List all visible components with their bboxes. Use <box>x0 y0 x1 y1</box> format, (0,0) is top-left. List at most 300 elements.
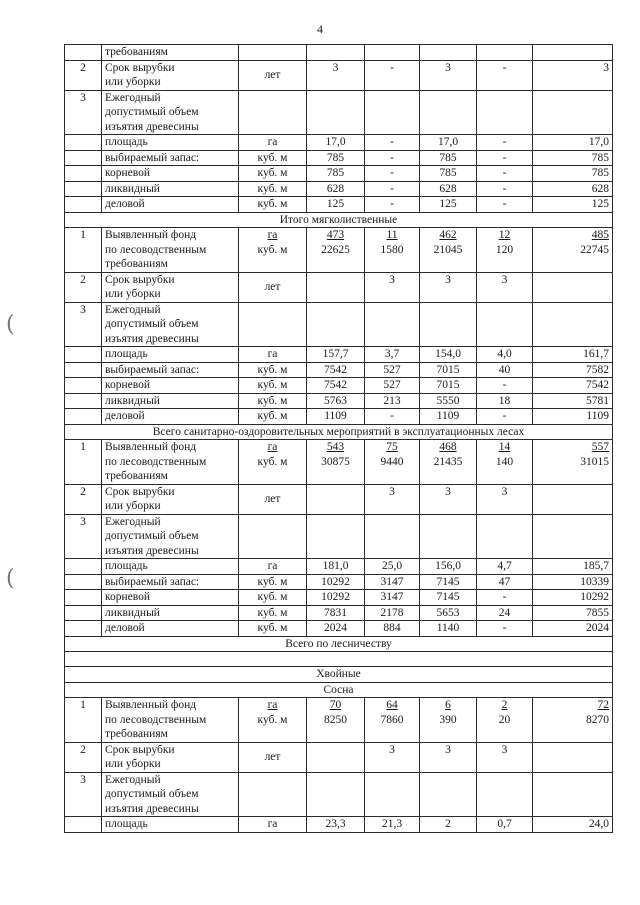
row-number: 2 <box>65 484 102 514</box>
value-line: 3 <box>501 273 508 286</box>
table-row <box>65 484 613 514</box>
value-cell <box>420 393 477 409</box>
value-cell <box>420 409 477 425</box>
value-cell <box>307 45 365 61</box>
section-header: Сосна <box>65 682 613 698</box>
value-line: 628 <box>439 182 457 195</box>
row-number <box>65 621 102 637</box>
unit-cell <box>239 228 307 273</box>
row-number <box>65 393 102 409</box>
unit-line: лет <box>264 68 281 81</box>
label-line: изъятия древесины <box>105 802 199 815</box>
value-cell <box>307 574 365 590</box>
table-row <box>65 772 613 817</box>
value-cell <box>307 817 365 833</box>
value-cell <box>365 742 420 772</box>
value-cell <box>477 197 533 213</box>
value-line: 22745 <box>580 243 609 256</box>
value-line: 7145 <box>436 591 460 603</box>
row-number: 1 <box>65 698 102 743</box>
value-cell <box>533 362 613 378</box>
value-cell <box>420 378 477 394</box>
value-line: 17,0 <box>325 136 346 148</box>
indicator-label <box>102 514 239 559</box>
value-line: 70 <box>329 699 342 711</box>
unit-cell <box>239 393 307 409</box>
indicator-label <box>102 817 239 833</box>
value-line: 2 <box>501 699 508 711</box>
unit-line: га <box>267 560 278 572</box>
value-cell <box>365 228 420 273</box>
value-line: 5653 <box>436 606 460 619</box>
value-line: 5781 <box>586 394 609 407</box>
table-row <box>65 440 613 485</box>
unit-cell <box>239 514 307 559</box>
value-cell <box>420 272 477 302</box>
value-cell <box>477 772 533 817</box>
unit-line: куб. м <box>257 363 288 376</box>
indicator-label <box>102 302 239 347</box>
value-cell <box>420 135 477 151</box>
value-line: 9440 <box>380 455 404 468</box>
unit-cell <box>239 60 307 90</box>
unit-line: куб. м <box>257 198 288 210</box>
value-line: 181,0 <box>322 560 349 572</box>
value-line: 7542 <box>586 379 609 391</box>
value-line: 485 <box>591 229 609 241</box>
value-line: 25,0 <box>381 560 403 572</box>
value-cell <box>477 135 533 151</box>
table-row <box>65 228 613 273</box>
value-cell <box>477 166 533 182</box>
value-cell <box>307 362 365 378</box>
value-line: 7542 <box>324 379 347 391</box>
value-cell <box>477 574 533 590</box>
unit-line: куб. м <box>257 151 288 164</box>
value-cell <box>420 60 477 90</box>
value-cell <box>477 590 533 606</box>
label-line: площадь <box>105 136 148 148</box>
value-cell <box>477 514 533 559</box>
value-line: 120 <box>495 243 514 256</box>
value-line: 30875 <box>321 455 350 468</box>
value-line: - <box>502 591 507 603</box>
value-line: 3147 <box>380 575 404 588</box>
value-line: 7582 <box>586 363 609 376</box>
table-row <box>65 605 613 621</box>
table-row <box>65 362 613 378</box>
row-number: 1 <box>65 440 102 485</box>
value-cell <box>307 181 365 197</box>
value-line: 21,3 <box>381 818 403 830</box>
value-line: 23,3 <box>325 818 346 830</box>
row-number <box>65 181 102 197</box>
indicator-label <box>102 772 239 817</box>
value-cell <box>533 514 613 559</box>
value-line: 125 <box>439 198 457 210</box>
value-cell <box>365 197 420 213</box>
value-cell <box>365 45 420 61</box>
value-cell <box>307 272 365 302</box>
label-line: изъятия древесины <box>105 120 199 133</box>
value-line: - <box>390 182 394 195</box>
value-cell <box>307 393 365 409</box>
section-header-row <box>65 682 613 698</box>
value-cell <box>307 228 365 273</box>
value-cell <box>533 378 613 394</box>
value-cell <box>307 197 365 213</box>
unit-line: га <box>267 348 278 360</box>
value-line: 10292 <box>321 591 350 603</box>
value-cell <box>307 514 365 559</box>
value-cell <box>477 302 533 347</box>
value-cell <box>420 197 477 213</box>
table-row <box>65 181 613 197</box>
value-line: 785 <box>439 151 457 164</box>
value-cell <box>533 621 613 637</box>
row-number: 3 <box>65 90 102 135</box>
value-cell <box>477 228 533 273</box>
section-header: Хвойные <box>65 667 613 683</box>
table-row <box>65 559 613 575</box>
unit-line: куб. м <box>257 394 288 407</box>
punch-hole-mark: ( <box>6 566 15 591</box>
value-cell <box>477 90 533 135</box>
indicator-label <box>102 166 239 182</box>
value-cell <box>533 605 613 621</box>
value-line: 462 <box>439 229 457 241</box>
value-line: 185,7 <box>583 560 609 572</box>
value-line: 5763 <box>324 394 347 407</box>
table-row <box>65 60 613 90</box>
value-line: - <box>502 198 507 210</box>
unit-cell <box>239 272 307 302</box>
value-cell <box>533 772 613 817</box>
value-cell <box>533 150 613 166</box>
value-line: 7145 <box>436 575 460 588</box>
label-line: ликвидный <box>105 606 160 619</box>
value-line: 1140 <box>436 622 460 634</box>
label-line: или уборки <box>105 500 161 512</box>
indicator-label <box>102 484 239 514</box>
value-cell <box>365 302 420 347</box>
value-cell <box>420 559 477 575</box>
unit-cell <box>239 621 307 637</box>
value-cell <box>533 166 613 182</box>
indicator-label <box>102 228 239 273</box>
value-line: 72 <box>597 699 609 711</box>
unit-cell <box>239 409 307 425</box>
value-line: 3147 <box>380 591 404 603</box>
value-cell <box>365 409 420 425</box>
value-line: 64 <box>386 699 398 711</box>
label-line: деловой <box>105 622 145 634</box>
value-line: 10292 <box>321 575 350 588</box>
indicator-label <box>102 272 239 302</box>
value-line: 213 <box>383 394 401 407</box>
value-cell <box>365 698 420 743</box>
value-line: 8250 <box>324 713 347 726</box>
label-line: Выявленный фонд <box>105 699 197 711</box>
row-number: 3 <box>65 772 102 817</box>
value-line: 3,7 <box>384 348 400 360</box>
value-line: 157,7 <box>322 348 349 360</box>
value-cell <box>420 362 477 378</box>
value-line: 527 <box>383 379 401 391</box>
value-cell <box>307 347 365 363</box>
label-line: изъятия древесины <box>105 332 199 345</box>
value-line: 4,0 <box>497 348 512 360</box>
value-cell <box>477 698 533 743</box>
value-cell <box>365 393 420 409</box>
value-line: - <box>502 151 507 164</box>
value-line: 3 <box>445 273 451 286</box>
indicator-label <box>102 135 239 151</box>
unit-cell <box>239 166 307 182</box>
value-cell <box>420 772 477 817</box>
value-line: 3 <box>445 743 451 756</box>
value-cell <box>307 302 365 347</box>
value-cell <box>420 181 477 197</box>
value-line: 3 <box>332 61 339 74</box>
value-line: 161,7 <box>583 348 609 360</box>
label-line: по лесоводственным <box>105 455 207 468</box>
table-row <box>65 590 613 606</box>
row-number <box>65 574 102 590</box>
value-line: 7542 <box>324 363 347 376</box>
table-row <box>65 621 613 637</box>
indicator-label <box>102 742 239 772</box>
value-cell <box>533 181 613 197</box>
label-line: или уборки <box>105 288 161 300</box>
table-row <box>65 574 613 590</box>
row-number: 2 <box>65 742 102 772</box>
row-number <box>65 45 102 61</box>
table-row <box>65 197 613 213</box>
value-cell <box>365 574 420 590</box>
value-cell <box>533 228 613 273</box>
value-cell <box>533 409 613 425</box>
value-cell <box>420 302 477 347</box>
value-cell <box>420 621 477 637</box>
value-line: - <box>502 410 507 422</box>
value-cell <box>420 817 477 833</box>
unit-line: куб. м <box>257 182 288 195</box>
row-number: 2 <box>65 60 102 90</box>
value-cell <box>533 197 613 213</box>
value-cell <box>420 166 477 182</box>
value-cell <box>365 135 420 151</box>
value-cell <box>477 378 533 394</box>
value-line: 7860 <box>380 713 404 726</box>
value-line: 12 <box>498 229 511 241</box>
value-cell <box>420 742 477 772</box>
value-cell <box>307 484 365 514</box>
table-row <box>65 514 613 559</box>
label-line: Ежегодный <box>105 515 161 528</box>
unit-line: куб. м <box>257 606 288 619</box>
value-line: 1109 <box>324 410 347 422</box>
value-cell <box>533 45 613 61</box>
value-line: 628 <box>591 182 609 195</box>
indicator-label <box>102 45 239 61</box>
label-line: Выявленный фонд <box>105 229 197 241</box>
unit-cell <box>239 150 307 166</box>
unit-cell <box>239 90 307 135</box>
row-number <box>65 378 102 394</box>
table-row <box>65 409 613 425</box>
table-row <box>65 45 613 61</box>
row-number <box>65 197 102 213</box>
value-cell <box>533 559 613 575</box>
value-line: - <box>502 61 507 74</box>
value-cell <box>477 347 533 363</box>
value-cell <box>420 150 477 166</box>
value-line: - <box>502 182 507 195</box>
table-row <box>65 817 613 833</box>
value-line: - <box>390 410 394 422</box>
value-line: 1109 <box>436 410 460 422</box>
value-cell <box>365 362 420 378</box>
label-line: допустимый объем <box>105 106 199 118</box>
unit-cell <box>239 45 307 61</box>
value-cell <box>307 742 365 772</box>
unit-cell <box>239 590 307 606</box>
label-line: допустимый объем <box>105 530 199 542</box>
label-line: ликвидный <box>105 182 160 195</box>
value-cell <box>477 817 533 833</box>
value-line: 18 <box>498 394 511 407</box>
value-line: 20 <box>498 713 511 726</box>
value-line: 1580 <box>380 243 404 256</box>
value-line: 2024 <box>586 622 609 634</box>
value-cell <box>365 559 420 575</box>
value-cell <box>533 135 613 151</box>
unit-cell <box>239 698 307 743</box>
label-line: Ежегодный <box>105 303 161 316</box>
value-line: 785 <box>591 151 609 164</box>
value-line: 527 <box>383 363 401 376</box>
label-line: деловой <box>105 198 145 210</box>
unit-line: куб. м <box>257 591 288 603</box>
value-cell <box>365 605 420 621</box>
label-line: требованиям <box>105 258 168 270</box>
value-cell <box>533 574 613 590</box>
value-cell <box>365 621 420 637</box>
value-cell <box>477 45 533 61</box>
unit-cell <box>239 772 307 817</box>
value-cell <box>477 181 533 197</box>
value-line: - <box>390 167 394 179</box>
value-cell <box>307 698 365 743</box>
value-cell <box>307 166 365 182</box>
unit-cell <box>239 378 307 394</box>
label-line: корневой <box>105 379 151 391</box>
unit-cell <box>239 484 307 514</box>
value-line: 785 <box>326 167 345 179</box>
value-cell <box>533 393 613 409</box>
value-cell <box>477 621 533 637</box>
unit-cell <box>239 302 307 347</box>
section-header-row <box>65 212 613 228</box>
value-cell <box>307 150 365 166</box>
value-cell <box>365 60 420 90</box>
label-line: площадь <box>105 560 148 572</box>
unit-line: лет <box>264 492 281 505</box>
label-line: по лесоводственным <box>105 243 207 256</box>
value-cell <box>307 559 365 575</box>
value-line: 22625 <box>321 243 350 256</box>
unit-line: лет <box>264 280 281 293</box>
row-number <box>65 166 102 182</box>
value-line: 7015 <box>436 363 460 376</box>
value-cell <box>420 514 477 559</box>
value-line: 3 <box>501 743 508 756</box>
table-row <box>65 347 613 363</box>
row-number <box>65 817 102 833</box>
table-row <box>65 302 613 347</box>
value-line: 31015 <box>580 455 609 468</box>
value-cell <box>365 181 420 197</box>
label-line: выбираемый запас: <box>105 575 200 588</box>
label-line: Ежегодный <box>105 773 161 786</box>
label-line: ликвидный <box>105 394 160 407</box>
unit-line: га <box>267 699 278 711</box>
indicator-label <box>102 197 239 213</box>
row-number <box>65 362 102 378</box>
value-line: 6 <box>445 699 451 711</box>
value-line: 3 <box>389 273 395 286</box>
indicator-label <box>102 181 239 197</box>
label-line: корневой <box>105 167 151 179</box>
value-line: 10292 <box>580 591 609 603</box>
value-cell <box>477 484 533 514</box>
unit-line: га <box>267 136 278 148</box>
value-cell <box>420 440 477 485</box>
label-line: допустимый объем <box>105 788 199 800</box>
value-line: - <box>502 136 507 148</box>
value-line: - <box>502 379 507 391</box>
value-line: 125 <box>326 198 345 210</box>
table-row <box>65 742 613 772</box>
indicator-label <box>102 362 239 378</box>
value-cell <box>365 514 420 559</box>
value-cell <box>307 378 365 394</box>
value-cell <box>533 484 613 514</box>
value-cell <box>477 559 533 575</box>
table-row <box>65 698 613 743</box>
section-header-row <box>65 667 613 683</box>
label-line: Ежегодный <box>105 91 161 104</box>
row-number <box>65 347 102 363</box>
row-number: 3 <box>65 514 102 559</box>
label-line: выбираемый запас: <box>105 363 200 376</box>
value-line: 17,0 <box>588 136 609 148</box>
label-line: площадь <box>105 348 148 360</box>
unit-cell <box>239 574 307 590</box>
value-cell <box>533 347 613 363</box>
unit-line: га <box>267 441 278 453</box>
value-cell <box>533 440 613 485</box>
value-cell <box>307 60 365 90</box>
section-header-row <box>65 424 613 440</box>
row-number <box>65 590 102 606</box>
value-cell <box>307 772 365 817</box>
value-cell <box>307 90 365 135</box>
value-line: 785 <box>439 167 457 179</box>
value-cell <box>420 90 477 135</box>
value-line: - <box>390 151 394 164</box>
